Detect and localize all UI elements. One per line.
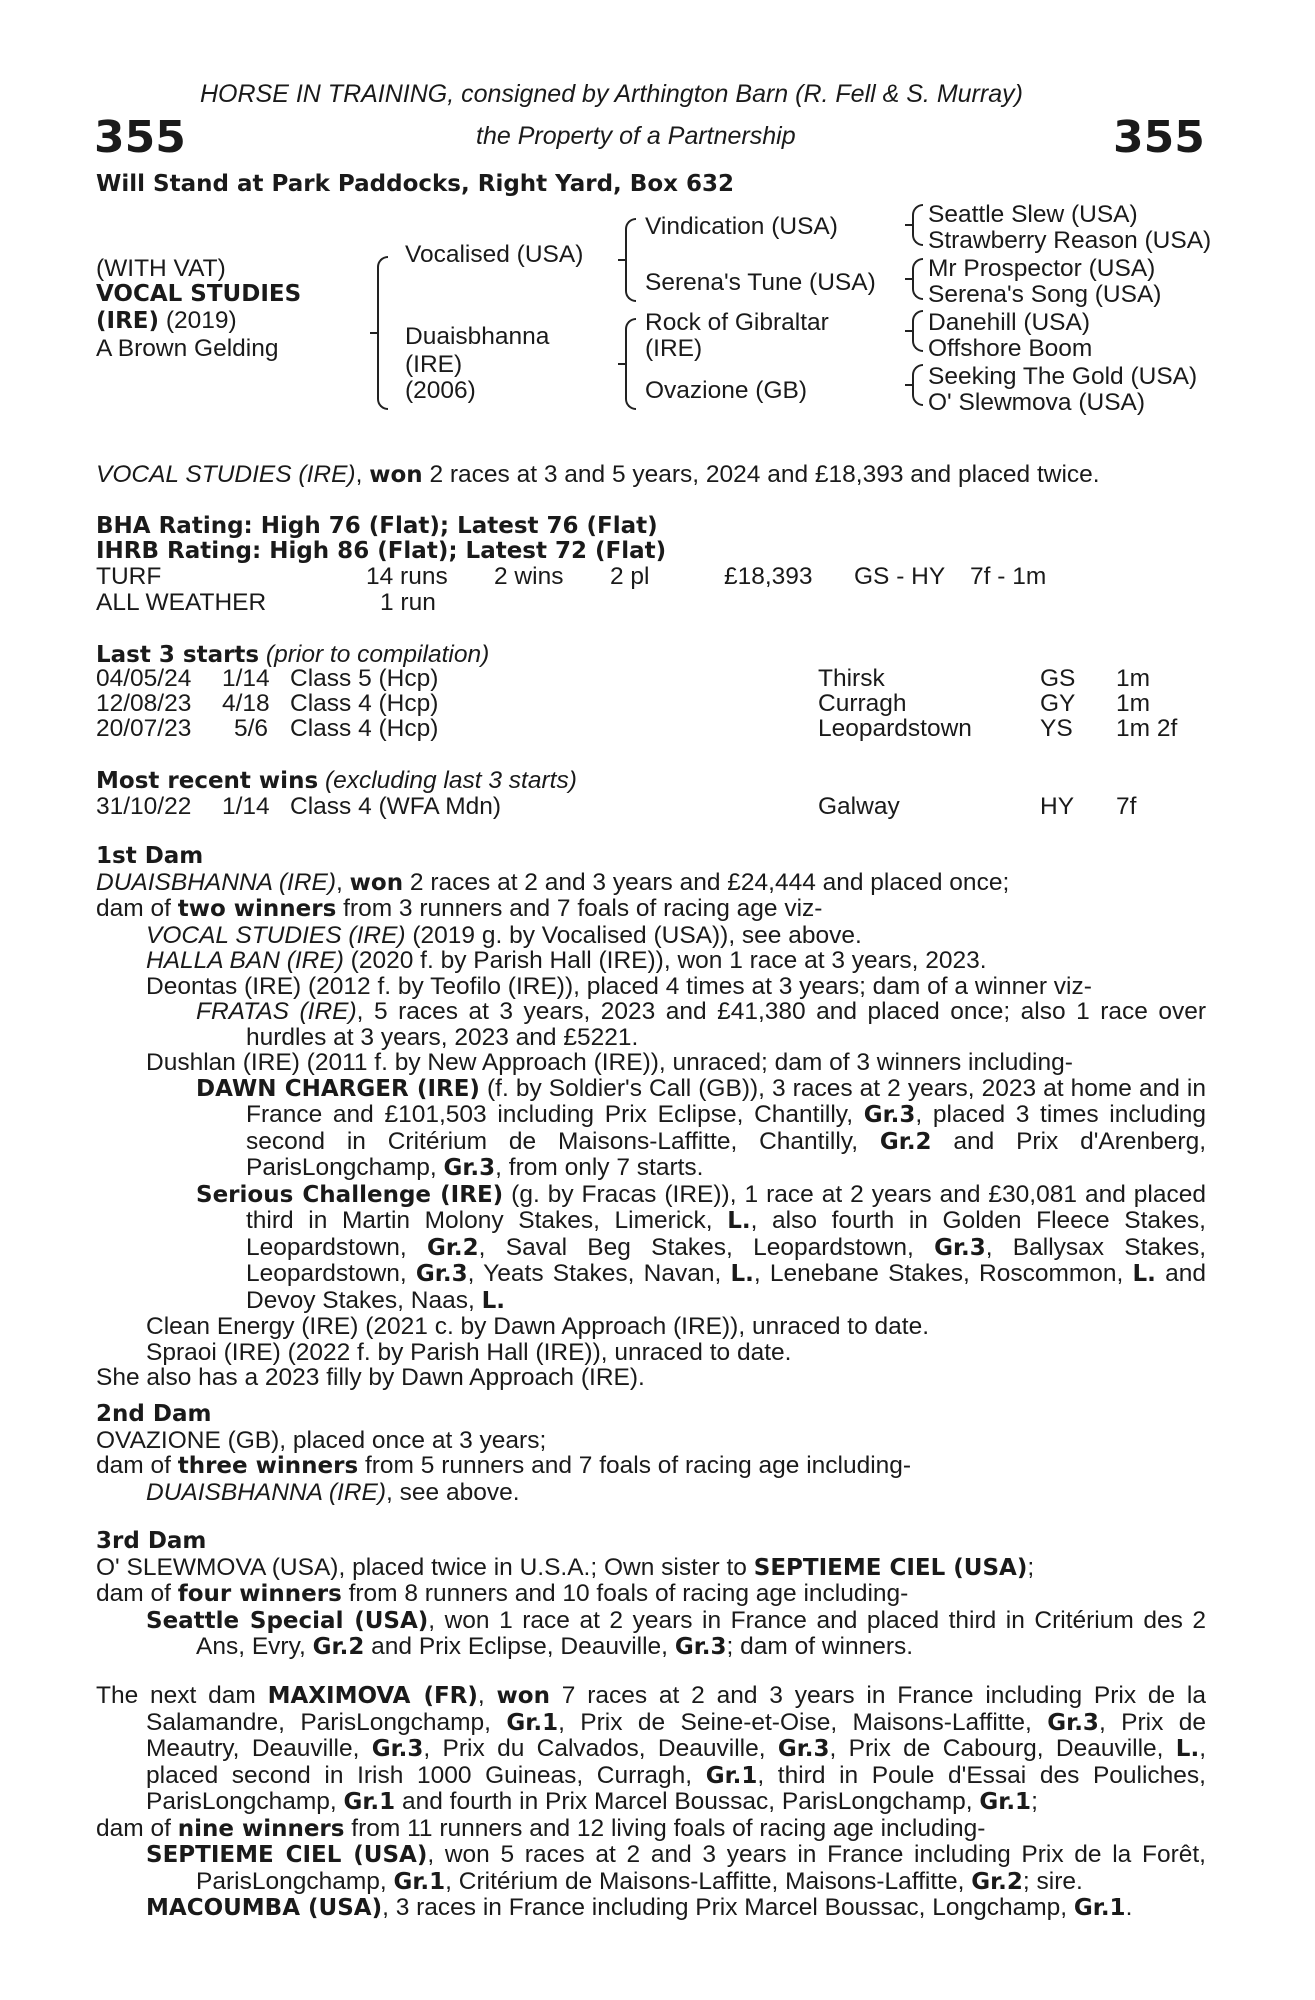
recent-class: Class 4 (WFA Mdn) — [290, 793, 502, 820]
lot-number-left: 355 — [94, 112, 186, 163]
third-dam-section — [96, 1529, 1206, 1661]
start-date: 20/07/23 — [96, 715, 192, 742]
horse-country: (IRE) — [96, 308, 160, 334]
text: dam of — [96, 1814, 178, 1842]
text: , also fourth in Golden Fleece Stakes, Leopardstown, — [246, 1207, 1206, 1261]
grade: Gr.2 — [971, 1868, 1023, 1895]
produce-name: Serious Challenge (IRE) — [196, 1181, 504, 1208]
produce-item — [96, 1842, 1206, 1895]
text: The next dam — [96, 1682, 268, 1709]
text: 7 races at 2 and 3 years in France including Prix de la Salamandre, ParisLongchamp, — [146, 1682, 1206, 1736]
start-course: Thirsk — [818, 665, 885, 692]
text: ; — [1031, 1788, 1038, 1815]
text: ; — [1027, 1553, 1035, 1581]
third-dam-line — [96, 1555, 1206, 1582]
text: from 8 runners and 10 foals of racing age including- — [341, 1580, 909, 1607]
produce-name: HALLA BAN (IRE) — [146, 947, 344, 974]
start-distance: 1m 2f — [1116, 715, 1178, 742]
start-class: Class 5 (Hcp) — [290, 665, 439, 692]
text: . — [1125, 1894, 1133, 1921]
pedigree-brace-sd — [912, 258, 923, 300]
third-dam-produce-line — [96, 1581, 1206, 1608]
first-dam-section — [96, 844, 1206, 1391]
horse-description: A Brown Gelding — [96, 335, 279, 362]
pedigree-ddd: O' Slewmova (USA) — [928, 389, 1146, 416]
text: ; dam of winners. — [726, 1633, 914, 1660]
produce-item — [96, 1076, 1206, 1182]
start-course: Leopardstown — [818, 715, 972, 742]
start-date: 12/08/23 — [96, 690, 192, 717]
start-going: GS — [1040, 665, 1076, 692]
grade: Gr.1 — [393, 1868, 446, 1895]
listed: L. — [1175, 1736, 1200, 1762]
produce-item — [96, 948, 1206, 974]
record-prize: £18,393 — [724, 563, 813, 590]
second-dam-section — [96, 1402, 1206, 1505]
listed: L. — [727, 1208, 751, 1234]
pedigree-ds-2: (IRE) — [645, 335, 703, 362]
pedigree-dds: Seeking The Gold (USA) — [928, 363, 1198, 390]
pedigree-brace-ss — [912, 204, 923, 246]
recent-pos: 1/14 — [222, 793, 270, 820]
record-surface: TURF — [96, 563, 162, 590]
recent-course: Galway — [818, 793, 900, 820]
last3-note: (prior to compilation) — [259, 641, 490, 668]
pedigree-brace-sire — [625, 218, 636, 302]
property-line: the Property of a Partnership — [476, 122, 796, 150]
text: from 11 runners and 12 living foals of racing age including- — [344, 1814, 986, 1842]
start-date: 04/05/24 — [96, 665, 192, 692]
text: dam of — [96, 1580, 178, 1607]
grade: Gr.1 — [1073, 1895, 1126, 1921]
text: , Saval Beg Stakes, Leopardstown, — [478, 1233, 935, 1261]
second-dam-line: OVAZIONE (GB), placed once at 3 years; — [96, 1426, 547, 1454]
summary-won: won — [369, 462, 423, 488]
text: , placed second in Irish 1000 Guineas, Curragh, — [146, 1735, 1207, 1789]
listed: L. — [1132, 1261, 1156, 1287]
pedigree-sd: Serena's Tune (USA) — [645, 269, 876, 296]
record-placed: 2 pl — [610, 563, 650, 590]
listed: L. — [730, 1261, 754, 1287]
text: and Prix d'Arenberg, ParisLongchamp, — [246, 1127, 1206, 1181]
first-dam-line — [96, 870, 1206, 897]
stand-location: Will Stand at Park Paddocks, Right Yard, Box 632 — [96, 171, 734, 197]
text: from 5 runners and 7 foals of racing age including- — [358, 1452, 912, 1479]
produce-item — [96, 1182, 1206, 1315]
pedigree-dam-2: (IRE) — [405, 351, 463, 378]
won: won — [349, 869, 404, 896]
ihrb-rating: IHRB Rating: High 86 (Flat); Latest 72 (Flat) — [96, 538, 667, 564]
produce-item — [96, 1480, 1206, 1506]
pedigree-ssd: Strawberry Reason (USA) — [928, 227, 1212, 254]
second-dam-heading: 2nd Dam — [96, 1401, 212, 1427]
pedigree-sss: Seattle Slew (USA) — [928, 201, 1138, 228]
sep: , — [336, 868, 350, 896]
grade: Gr.3 — [371, 1736, 424, 1762]
produce-item — [96, 923, 1206, 949]
grade: Gr.2 — [312, 1634, 365, 1660]
text: (f. by Soldier's Call (GB)), 3 races at 2 years, 2023 at home and in France and £101,503 including Prix Eclipse, Chantilly, — [246, 1074, 1206, 1128]
first-dam-name: DUAISBHANNA (IRE) — [96, 868, 337, 896]
grade: Gr.3 — [415, 1261, 468, 1287]
record-going: GS - HY — [854, 563, 946, 590]
grade: Gr.3 — [777, 1736, 830, 1762]
next-dam-section — [96, 1683, 1206, 1922]
pedigree-brace-ds — [912, 310, 923, 352]
lot-number-right: 355 — [1113, 112, 1205, 163]
pedigree-dam-1: Duaisbhanna — [405, 323, 550, 350]
record-runs: 14 runs — [366, 563, 448, 590]
pedigree-ss: Vindication (USA) — [645, 213, 838, 240]
pedigree-brace-dam — [625, 318, 636, 410]
text: , won 5 races at 2 and 3 years in France including Prix de la Forêt, ParisLongchamp, — [196, 1841, 1206, 1895]
grade: Gr.2 — [879, 1128, 932, 1155]
text: , placed 3 times including second in Critérium de Maisons-Laffitte, Chantilly, — [246, 1101, 1206, 1155]
race-summary — [96, 462, 1100, 489]
produce-detail: (2020 f. by Parish Hall (IRE)), won 1 race at 3 years, 2023. — [343, 947, 987, 974]
next-dam-line — [96, 1683, 1206, 1816]
produce-detail: (2019 g. by Vocalised (USA)), see above. — [405, 921, 862, 949]
produce-item — [96, 1608, 1206, 1661]
text: , Prix de Cabourg, Deauville, — [829, 1735, 1176, 1762]
start-going: GY — [1040, 690, 1076, 717]
winners-count: nine winners — [177, 1815, 345, 1842]
text: , Ballysax Stakes, Leopardstown, — [246, 1233, 1207, 1287]
sibling-name: SEPTIEME CIEL (USA) — [753, 1554, 1028, 1581]
text: , 3 races in France including Prix Marcel Boussac, Longchamp, — [382, 1894, 1074, 1921]
pedigree-dam-3: (2006) — [405, 377, 476, 404]
recent-heading — [96, 768, 577, 795]
text: , Prix de Meautry, Deauville, — [146, 1708, 1206, 1762]
text: , Yeats Stakes, Navan, — [467, 1260, 731, 1287]
summary-sep: , — [355, 461, 370, 488]
start-course: Curragh — [818, 690, 907, 717]
produce-name: DUAISBHANNA (IRE) — [146, 1478, 387, 1506]
produce-item: Deontas (IRE) (2012 f. by Teofilo (IRE)), placed 4 times at 3 years; dam of a winner viz- — [146, 972, 1092, 1000]
start-class: Class 4 (Hcp) — [290, 690, 439, 717]
recent-going: HY — [1040, 793, 1075, 820]
summary-horse: VOCAL STUDIES (IRE) — [96, 461, 356, 488]
pedigree-dsd: Offshore Boom — [928, 335, 1093, 362]
first-dam-note: She also has a 2023 filly by Dawn Approach (IRE). — [96, 1364, 645, 1391]
summary-rest: 2 races at 3 and 5 years, 2024 and £18,393 and placed twice. — [422, 461, 1100, 488]
pedigree-sire: Vocalised (USA) — [405, 241, 584, 268]
grade: Gr.1 — [979, 1789, 1032, 1815]
produce-detail: , 5 races at 3 years, 2023 and £41,380 and placed once; also 1 race over hurdles at 3 years, 2023 and £5221. — [246, 998, 1207, 1051]
record-wins: 2 wins — [494, 563, 564, 590]
text: , won 1 race at 2 years in France and placed third in Critérium des 2 Ans, Evry, — [196, 1606, 1206, 1660]
text: ; sire. — [1022, 1867, 1083, 1895]
grade: Gr.3 — [674, 1634, 727, 1660]
recent-note: (excluding last 3 starts) — [318, 767, 577, 794]
record-runs: 1 run — [380, 589, 436, 616]
start-going: YS — [1040, 715, 1073, 742]
start-distance: 1m — [1116, 665, 1151, 692]
text: O' SLEWMOVA (USA), placed twice in U.S.A.; Own sister to — [96, 1553, 754, 1581]
text: and fourth in Prix Marcel Boussac, ParisLongchamp, — [395, 1788, 980, 1815]
first-dam-produce-line — [96, 896, 1206, 923]
produce-item: Clean Energy (IRE) (2021 c. by Dawn Approach (IRE)), unraced to date. — [146, 1313, 930, 1340]
text: dam of — [96, 1452, 178, 1479]
produce-name: Seattle Special (USA) — [146, 1607, 429, 1634]
next-dam-name: MAXIMOVA (FR) — [267, 1683, 478, 1709]
produce-item — [96, 999, 1206, 1050]
horse-name: VOCAL STUDIES — [96, 281, 302, 307]
produce-name: SEPTIEME CIEL (USA) — [146, 1842, 428, 1868]
text: , Critérium de Maisons-Laffitte, Maisons-Laffitte, — [445, 1867, 972, 1895]
produce-detail: , see above. — [386, 1478, 520, 1506]
produce-name: FRATAS (IRE) — [196, 998, 357, 1025]
produce-name: VOCAL STUDIES (IRE) — [146, 921, 406, 949]
horse-suffix — [96, 308, 237, 335]
pedigree-brace-main — [377, 256, 388, 410]
text: , from only 7 starts. — [495, 1154, 704, 1181]
first-dam-record: 2 races at 2 and 3 years and £24,444 and placed once; — [403, 868, 1010, 896]
bha-rating: BHA Rating: High 76 (Flat); Latest 76 (Flat) — [96, 513, 658, 539]
listed: L. — [481, 1287, 505, 1314]
text: and Prix Eclipse, Deauville, — [364, 1633, 675, 1660]
pedigree-dss: Danehill (USA) — [928, 309, 1091, 336]
vat-label: (WITH VAT) — [96, 255, 226, 282]
recent-title: Most recent wins — [96, 768, 319, 794]
pedigree-brace-dd — [912, 364, 923, 406]
produce-name: DAWN CHARGER (IRE) — [196, 1075, 480, 1102]
recent-date: 31/10/22 — [96, 793, 192, 820]
grade: Gr.3 — [863, 1102, 916, 1128]
grade: Gr.1 — [343, 1789, 396, 1815]
next-dam-produce-line — [96, 1816, 1206, 1843]
text: , third in Poule d'Essai des Pouliches, ParisLongchamp, — [146, 1761, 1206, 1815]
won: won — [496, 1683, 550, 1709]
produce-item: Dushlan (IRE) (2011 f. by New Approach (IRE)), unraced; dam of 3 winners including- — [146, 1049, 1073, 1076]
pedigree-sdd: Serena's Song (USA) — [928, 281, 1162, 308]
grade: Gr.3 — [443, 1155, 496, 1181]
start-pos: 5/6 — [234, 715, 269, 742]
text: , Prix du Calvados, Deauville, — [423, 1735, 778, 1762]
horse-year: (2019) — [159, 307, 237, 334]
start-pos: 1/14 — [222, 665, 270, 692]
produce-item: Spraoi (IRE) (2022 f. by Parish Hall (IRE)), unraced to date. — [146, 1338, 792, 1366]
grade: Gr.1 — [506, 1709, 559, 1736]
last3-title: Last 3 starts — [96, 642, 260, 668]
grade: Gr.3 — [934, 1234, 986, 1261]
consignor-line: HORSE IN TRAINING, consigned by Arthington Barn (R. Fell & S. Murray) — [200, 80, 1023, 108]
winners-count: three winners — [177, 1453, 359, 1479]
winners-count: four winners — [177, 1581, 342, 1607]
winners-count: two winners — [177, 896, 337, 922]
text: , Lenebane Stakes, Roscommon, — [753, 1260, 1133, 1287]
produce-name: MACOUMBA (USA) — [146, 1895, 383, 1921]
text: from 3 runners and 7 foals of racing age viz- — [336, 895, 823, 922]
text: (g. by Fracas (IRE)), 1 race at 2 years and £30,081 and placed third in Martin Molony Stakes, Limerick, — [246, 1180, 1206, 1234]
produce-item — [96, 1895, 1206, 1922]
grade: Gr.2 — [426, 1234, 479, 1261]
pedigree-dd: Ovazione (GB) — [645, 377, 808, 404]
third-dam-heading: 3rd Dam — [96, 1528, 207, 1554]
record-distance: 7f - 1m — [970, 563, 1047, 590]
text: dam of — [96, 895, 178, 922]
text: , — [477, 1682, 497, 1709]
pedigree-ds-1: Rock of Gibraltar — [645, 309, 829, 336]
start-pos: 4/18 — [222, 690, 270, 717]
text: , Prix de Seine-et-Oise, Maisons-Laffitte, — [558, 1708, 1048, 1736]
start-class: Class 4 (Hcp) — [290, 715, 439, 742]
grade: Gr.1 — [705, 1762, 758, 1789]
recent-distance: 7f — [1116, 793, 1137, 820]
second-dam-produce-line — [96, 1453, 1206, 1480]
record-surface: ALL WEATHER — [96, 589, 267, 616]
text: and Devoy Stakes, Naas, — [246, 1260, 1207, 1314]
grade: Gr.3 — [1047, 1709, 1099, 1736]
start-distance: 1m — [1116, 690, 1151, 717]
pedigree-sds: Mr Prospector (USA) — [928, 255, 1156, 282]
first-dam-heading: 1st Dam — [96, 843, 204, 869]
